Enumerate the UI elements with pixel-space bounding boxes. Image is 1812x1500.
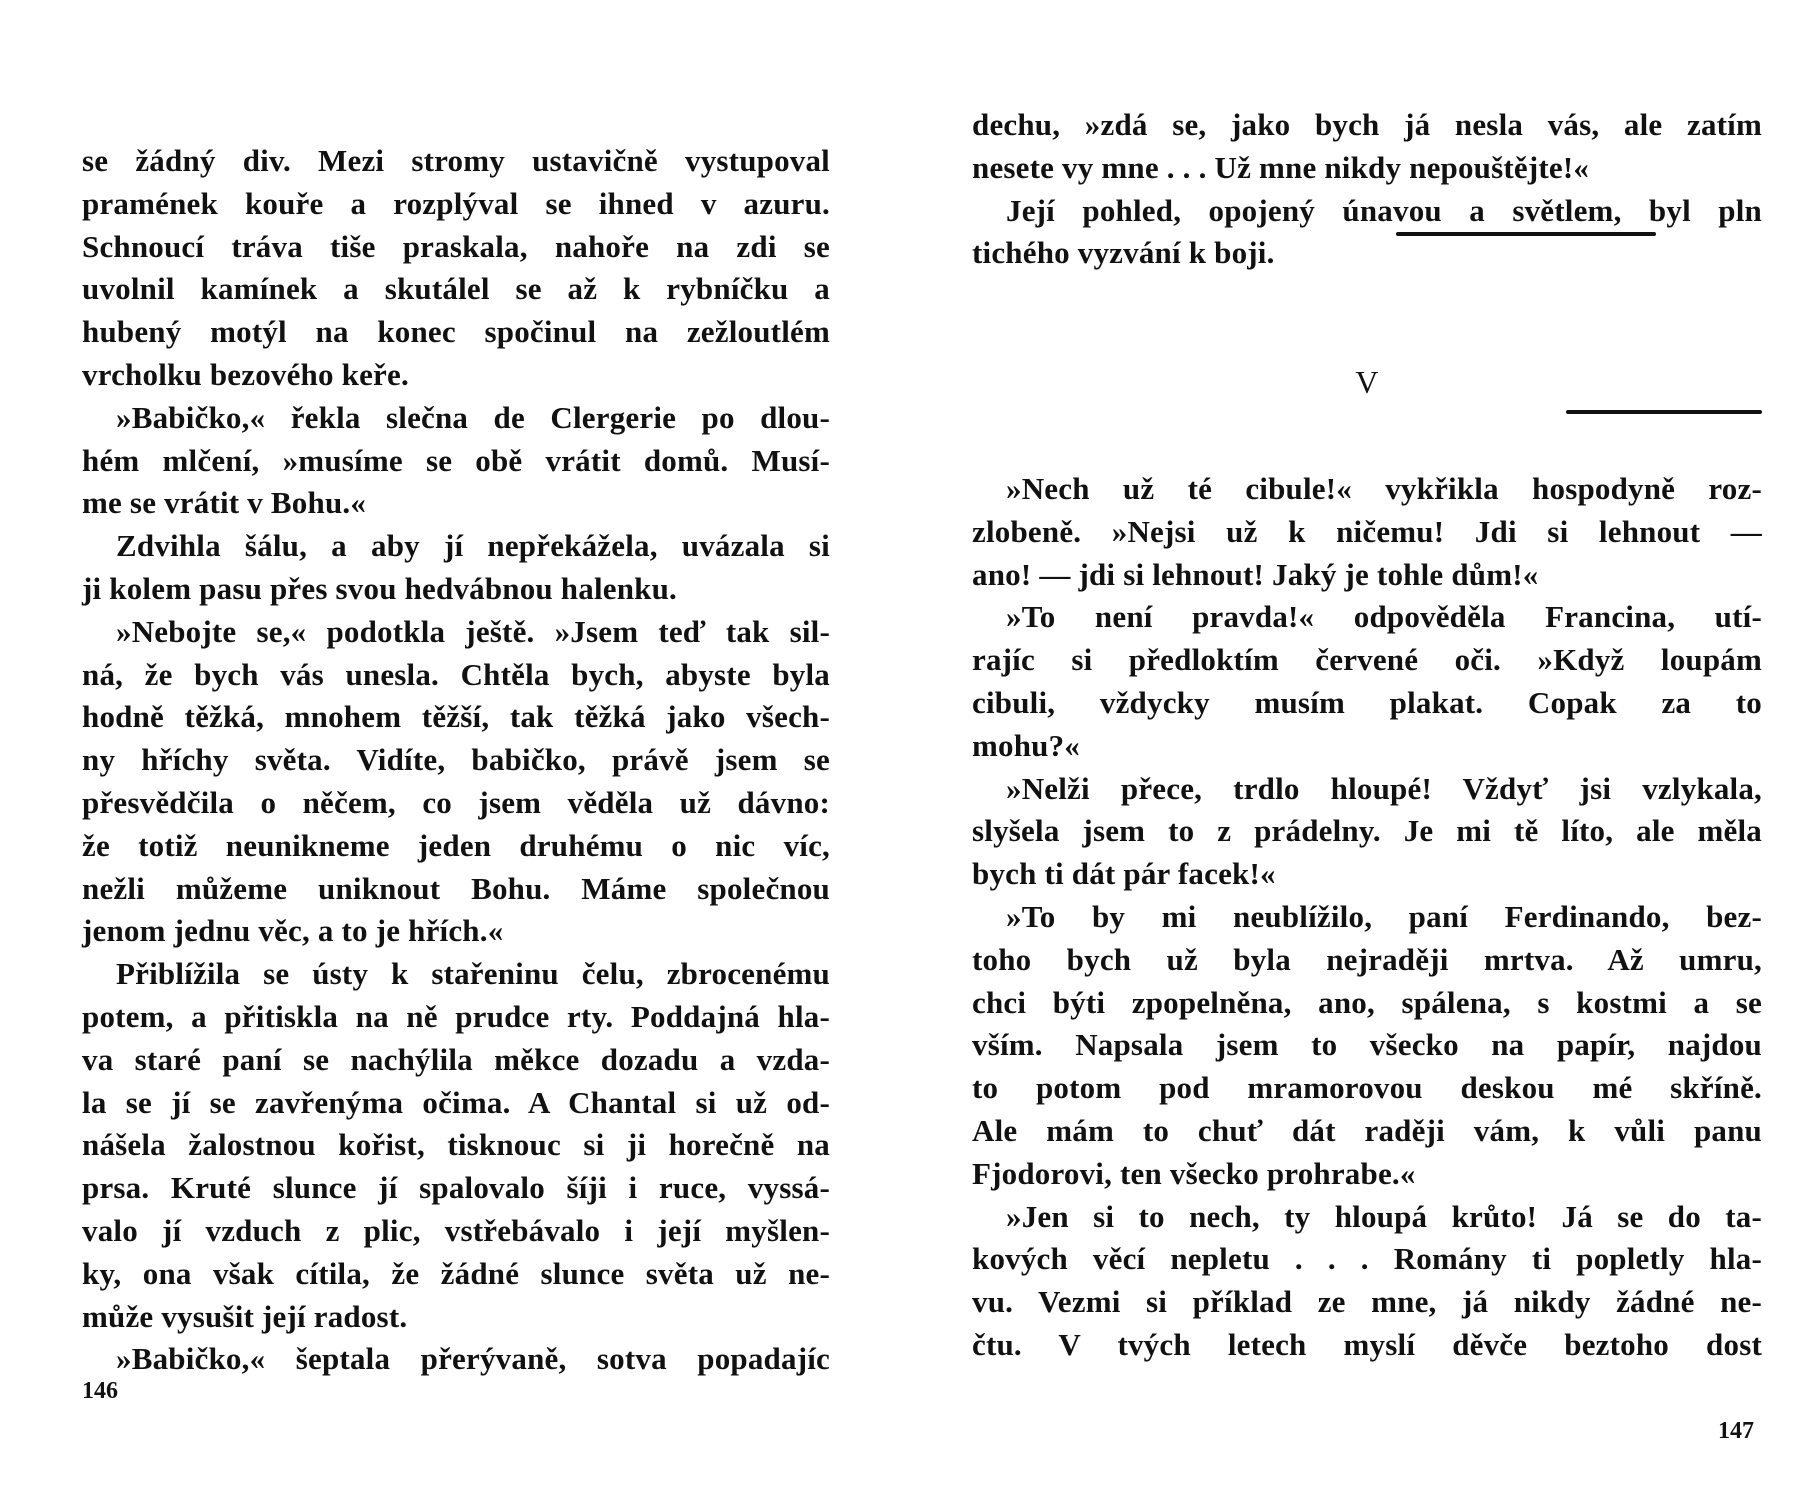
ink-smudge [1566,410,1762,414]
text-line: ano! — jdi si lehnout! Jaký je tohle dům!« [972,556,1539,592]
text-line: to potom pod mramorovou deskou mé skříně. [972,1070,1762,1106]
text-line: »To není pravda!« odpověděla Francina, utí- [1006,599,1762,635]
text-line: »Nech už té cibule!« vykřikla hospodyně roz- [1006,470,1762,506]
text-line: ny hříchy světa. Vidíte, babičko, právě jsem se [82,742,830,778]
text-line: Zdvihla šálu, a aby jí nepřekážela, uvázala si [116,528,830,564]
ink-smudge [1396,232,1656,236]
text-line: pramének kouře a rozplýval se ihned v azuru. [82,185,830,221]
text-line: va staré paní se nachýlila měkce dozadu a vzda- [82,1041,830,1077]
text-line: dechu, »zdá se, jako bych já nesla vás, ale zatím [972,107,1762,142]
text-line: rajíc si předloktím červené oči. »Když loupám [972,642,1762,678]
right-page-text [972,104,1762,1367]
text-line: »Babičko,« šeptala přerývaně, sotva popadajíc [116,1341,830,1377]
text-line: Její pohled, opojený únavou a světlem, byl pln [1006,192,1762,228]
text-line: bych ti dát pár facek!« [972,856,1276,892]
text-line: vrcholku bezového keře. [82,356,409,392]
text-line: nežli můžeme uniknout Bohu. Máme společnou [82,870,830,906]
text-line: Schnoucí tráva tiše praskala, nahoře na zdi se [82,228,830,264]
right-page [906,0,1812,1500]
text-line: »Jen si to nech, ty hloupá krůto! Já se do ta- [1006,1198,1762,1234]
text-line: ky, ona však cítila, že žádné slunce světa už ne- [82,1255,830,1291]
text-line: prsa. Kruté slunce jí spalovalo šíji i ruce, vyssá- [82,1170,830,1206]
text-line: nesete vy mne . . . Už mne nikdy nepouštějte!« [972,149,1590,185]
text-line: kových věcí nepletu . . . Romány ti popletly hla- [972,1241,1762,1277]
text-line: cibuli, vždycky musím plakat. Copak za to [972,684,1762,720]
text-line: »Babičko,« řekla slečna de Clergerie po dlou- [116,399,830,435]
text-line: me se vrátit v Bohu.« [82,485,367,521]
text-line: hodně těžká, mnohem těžší, tak těžká jako všech- [82,699,830,735]
text-line: uvolnil kamínek a skutálel se až k rybníčku a [82,271,830,307]
text-line: jenom jednu věc, a to je hřích.« [82,913,504,949]
text-line: že totiž neunikneme jeden druhému o nic víc, [82,827,830,863]
page-number: 147 [1718,1418,1754,1444]
text-line: Fjodorovi, ten všecko prohrabe.« [972,1155,1416,1191]
text-line: mohu?« [972,727,1081,763]
text-line: ji kolem pasu přes svou hedvábnou halenku. [82,570,677,606]
text-line: la se jí se zavřenýma očima. A Chantal si už od- [82,1084,830,1120]
text-line: hém mlčení, »musíme se obě vrátit domů. Musí- [82,442,830,478]
text-line: toho bych už byla nejraději mrtva. Až umru, [972,941,1762,977]
chapter-heading: V [1355,364,1379,401]
text-line: valo jí vzduch z plic, vstřebávalo i její myšlen- [82,1212,830,1248]
text-line: tichého vyzvání k boji. [972,235,1275,271]
text-line: hubený motýl na konec spočinul na zežloutlém [82,314,830,350]
text-line: ná, že bych vás unesla. Chtěla bych, abyste byla [82,656,830,692]
text-line: potem, a přitiskla na ně prudce rty. Poddajná hla- [82,998,830,1034]
text-line: vu. Vezmi si příklad ze mne, já nikdy žádné ne- [972,1284,1762,1320]
page-number: 146 [82,1378,118,1404]
text-line: přesvědčila o něčem, co jsem věděla už dávno: [82,784,830,820]
text-line: čtu. V tvých letech myslí děvče beztoho dost [972,1326,1762,1362]
text-line: vším. Napsala jsem to všecko na papír, najdou [972,1027,1762,1063]
text-line: »Nebojte se,« podotkla ještě. »Jsem teď tak sil- [116,613,830,649]
left-page-text [82,140,830,1381]
text-line: může vysušit její radost. [82,1298,408,1334]
text-line: slyšela jsem to z prádelny. Je mi tě líto, ale měla [972,813,1762,849]
text-line: zlobeně. »Nejsi už k ničemu! Jdi si lehnout — [972,513,1762,549]
text-line: »Nelži přece, trdlo hloupé! Vždyť jsi vzlykala, [1006,770,1762,806]
text-line: Ale mám to chuť dát raději vám, k vůli panu [972,1112,1762,1148]
text-line: chci býti zpopelněna, ano, spálena, s kostmi a se [972,984,1762,1020]
text-line: Přiblížila se ústy k stařeninu čelu, zbrocenému [116,956,830,992]
text-line: »To by mi neublížilo, paní Ferdinando, bez- [1006,898,1762,934]
text-line: nášela žalostnou kořist, tisknouc si ji horečně na [82,1127,830,1163]
text-line: se žádný div. Mezi stromy ustavičně vystupoval [82,143,830,178]
